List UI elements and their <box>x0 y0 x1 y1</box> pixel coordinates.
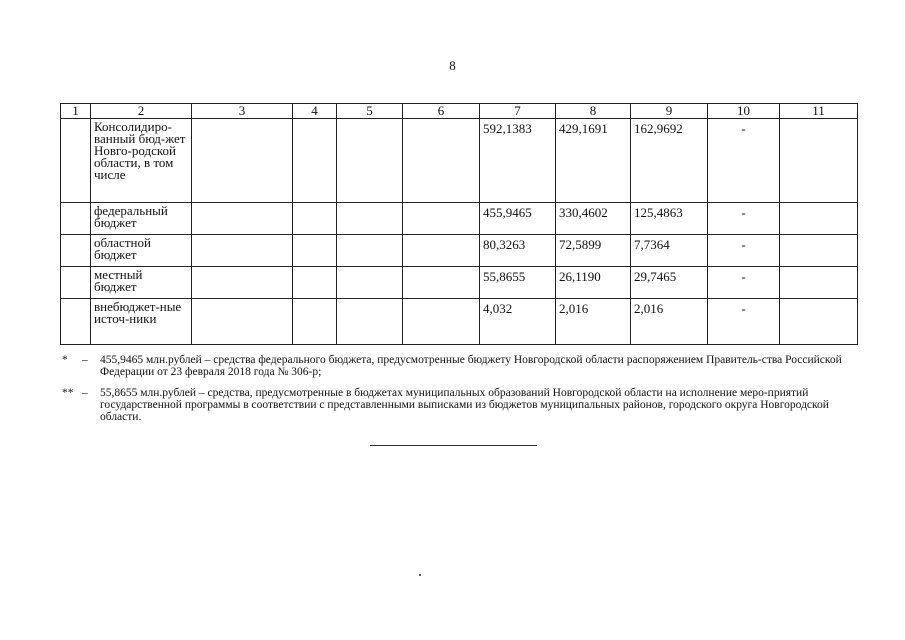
value-col7: 455,9465 <box>480 203 556 235</box>
value-col8: 26,1190 <box>556 267 631 299</box>
table-cell <box>403 299 480 345</box>
table-row <box>61 203 858 235</box>
table-cell <box>293 119 337 203</box>
value-col9: 2,016 <box>631 299 708 345</box>
table-cell <box>293 267 337 299</box>
table-row <box>61 299 858 345</box>
value-col7: 592,1383 <box>480 119 556 203</box>
footnote-mark: ** <box>62 387 74 399</box>
table-cell <box>192 267 293 299</box>
column-header: 4 <box>293 104 337 119</box>
value-col10: - <box>708 267 780 299</box>
value-col8: 2,016 <box>556 299 631 345</box>
value-col8: 429,1691 <box>556 119 631 203</box>
table-cell <box>293 299 337 345</box>
table-cell <box>61 203 91 235</box>
footnote-text: 55,8655 млн.рублей – средства, предусмотренные в бюджетах муниципальных образований Новгородской области на исполнение меро-приятий государственной программы в соответствии с представленными выписками из бюджетов муниципальных районов, городского округа Новгородской области. <box>100 387 829 423</box>
column-header: 5 <box>337 104 403 119</box>
footnote-dash: – <box>82 354 88 366</box>
table-cell <box>780 235 858 267</box>
table-cell <box>337 299 403 345</box>
value-col7: 80,3263 <box>480 235 556 267</box>
table-row <box>61 267 858 299</box>
table-cell <box>337 235 403 267</box>
column-header: 7 <box>480 104 556 119</box>
column-header: 10 <box>708 104 780 119</box>
value-col10: - <box>708 203 780 235</box>
table-cell <box>403 203 480 235</box>
footnote-mark: * <box>62 354 68 366</box>
table-cell <box>192 203 293 235</box>
value-col8: 330,4602 <box>556 203 631 235</box>
value-col10: - <box>708 119 780 203</box>
table-cell <box>293 235 337 267</box>
table-cell <box>403 267 480 299</box>
end-separator-line <box>370 445 537 446</box>
table-cell <box>61 267 91 299</box>
value-col10: - <box>708 299 780 345</box>
table-row <box>61 235 858 267</box>
column-header: 1 <box>61 104 91 119</box>
table-row <box>61 119 858 203</box>
column-header: 11 <box>780 104 858 119</box>
row-name: местный бюджет <box>91 267 192 299</box>
footnote-text: 455,9465 млн.рублей – средства федерального бюджета, предусмотренные бюджету Новгородской области распоряжением Правитель-ства Российской Федерации от 23 февраля 2018 года № 306-р; <box>100 354 842 378</box>
column-header: 6 <box>403 104 480 119</box>
value-col10: - <box>708 235 780 267</box>
table-cell <box>403 119 480 203</box>
table-cell <box>780 203 858 235</box>
value-col8: 72,5899 <box>556 235 631 267</box>
value-col9: 7,7364 <box>631 235 708 267</box>
table-cell <box>192 235 293 267</box>
table-cell <box>337 267 403 299</box>
footnote <box>62 387 857 423</box>
table-cell <box>403 235 480 267</box>
table-cell <box>61 235 91 267</box>
footnotes <box>62 354 857 432</box>
page-dot-mark <box>419 574 421 576</box>
table-cell <box>337 119 403 203</box>
table-cell <box>61 299 91 345</box>
row-name: внебюджет-ные источ-ники <box>91 299 192 345</box>
table-cell <box>780 267 858 299</box>
value-col7: 4,032 <box>480 299 556 345</box>
value-col9: 125,4863 <box>631 203 708 235</box>
column-header: 9 <box>631 104 708 119</box>
budget-table <box>60 103 858 345</box>
table-cell <box>192 299 293 345</box>
column-header: 8 <box>556 104 631 119</box>
value-col9: 162,9692 <box>631 119 708 203</box>
table-cell <box>780 119 858 203</box>
footnote <box>62 354 857 378</box>
value-col7: 55,8655 <box>480 267 556 299</box>
row-name: федеральный бюджет <box>91 203 192 235</box>
column-header: 3 <box>192 104 293 119</box>
value-col9: 29,7465 <box>631 267 708 299</box>
table-cell <box>61 119 91 203</box>
table-header-row <box>61 104 858 119</box>
page-number: 8 <box>449 58 456 73</box>
column-header: 2 <box>91 104 192 119</box>
footnote-dash: – <box>82 387 88 399</box>
table-cell <box>337 203 403 235</box>
row-name: Консолидиро-ванный бюд-жет Новго-родской области, в том числе <box>91 119 192 203</box>
table-cell <box>192 119 293 203</box>
table-cell <box>293 203 337 235</box>
row-name: областной бюджет <box>91 235 192 267</box>
table-cell <box>780 299 858 345</box>
